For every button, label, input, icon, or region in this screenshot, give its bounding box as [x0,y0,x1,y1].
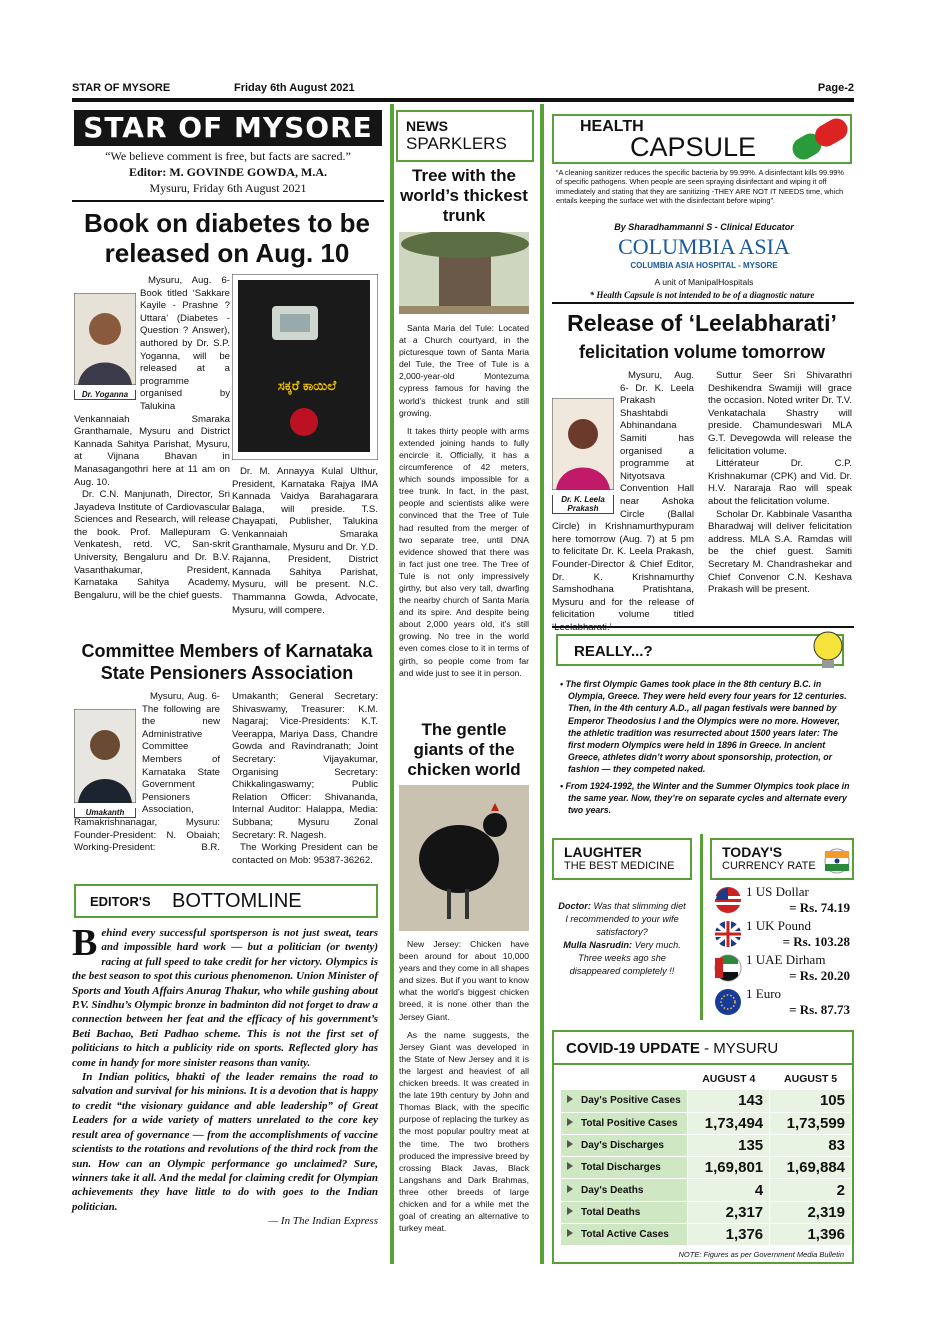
triangle-icon [567,1185,573,1193]
divider [554,1063,852,1065]
umakanth-caption: Umakanth [74,808,136,818]
table-row [561,1224,852,1246]
table-row [561,1201,852,1223]
triangle-icon [567,1095,573,1103]
health-text: “A cleaning sanitizer reduces the specific bacteria by 99.99%. A disinfectant kills 99.99% of specific pathogens. When people are seen spraying disinfectant and wiping it off immediately and stating that they are sanitizing -THEY ARE NOT IT NEEDS time, which entails keeping the surface wet with the disinfectant before wiping”. [556,168,844,205]
laughter-tag2: THE BEST MEDICINE [564,860,675,872]
bottomline-source: — In The Indian Express [268,1215,378,1228]
covid-cell: 1,73,494 [688,1112,770,1134]
masthead-motto: “We believe comment is free, but facts are sacred.” [105,149,351,163]
story1-p1: Santa Maria del Tule: Located at a Church courtyard, in the picturesque town of Santa Maria del Tule, the Tree of Tule is a 2,000-year-old Montezuma cypress famous for having the world’s thickest trunk and still growing. [399,323,529,418]
rates-list [712,884,854,1020]
triangle-icon [567,1118,573,1126]
covid-cell: 135 [688,1134,770,1156]
book-image-icon [232,274,378,460]
masthead-editor: Editor: M. GOVINDE GOWDA, M.A. [129,165,327,179]
health-unit: A unit of ManipalHospitals [654,277,754,287]
dropcap: B [72,922,98,964]
triangle-icon [567,1162,573,1170]
page-header [72,82,854,98]
covid-row-label: Total Active Cases [561,1224,688,1246]
covid-col2: AUGUST 5 [770,1068,852,1090]
laughter-tag1: LAUGHTER [564,844,642,860]
article3-p4: Scholar Dr. Kabbinale Vasantha Bharadwaj will deliver felicitation address. MLA S.A. Ramdas will be the chief guest. Samiti Secretary M. Chandrashekar and Chief Convenor C.N. Keshava Prakash will be present. [708,508,852,596]
masthead-title: STAR OF MYSORE [74,110,382,146]
article2-title: Committee Members of Karnataka State Pensioners Association [81,641,373,683]
really-item-2: • From 1924-1992, the Winter and the Summer Olympics took place in the same year. Now, they’re on separate cycles and alternate every two years. [560,780,850,816]
really-b1: The first Olympic Games took place in the 8th century B.C. in Olympia, Greece. They were held every four years for 12 centuries. Then, in the 4th century A.D., all pagan festivals were banned by Emperor Theodosius I and the Olympics were no more. However, the athletic tradition was resurrected about 1500 years later: The first modern Olympics were held in 1896 in Greece. In ancient Greece, athletes didn’t worry about sponsorship, protection, or fashion — they competed naked. [565,679,847,775]
story2-p2: As the name suggests, the Jersey Giant was developed in the State of New Jersey and it is the largest and heaviest of all chicken breeds. It was created in the late 19th century by John and Thomas Black, with the specific purpose of replacing the turkey as the most popular poultry meat at the time. The two brothers produced the impressive breed by crossing Black Javas, Black Langshans and Dark Brahmas, three other breeds of large chicken and for a while met the goal of creating an alternative to turkey meat. [399,1029,529,1234]
covid-cell: 1,73,599 [770,1112,852,1134]
leela-caption: Dr. K. Leela Prakash [552,495,614,514]
covid-title-bold: COVID-19 UPDATE [566,1040,700,1057]
story2-body [399,938,529,1236]
article3-col2 [708,370,852,597]
portrait-icon [552,398,614,490]
sparklers-tag1: NEWS [406,118,448,134]
masthead-sub [74,148,382,196]
triangle-icon [567,1207,573,1215]
article1-title: Book on diabetes to be released on Aug. 10 [83,208,371,268]
bottomline-tag1: EDITOR'S [90,894,151,909]
tree-photo [399,232,529,314]
bottomline-p1: ehind every successful sportsperson is not just sweat, tears and impossible hard work — but a politician (or twenty) racing at full speed to take credit for her victory. Olympics is the best season to spot this curious phenomenon. Union Minister of Sports and Youth Affairs Anurag Thakur, who while gushing about P.V. Sindhu’s Olympic bronze in badminton did not forget to draw a connection between her feat and the efficacy of his government’s Beti Bachao, Beti Padhao scheme. This is not the first set of politicians to hitch a publicity ride on sports. Reflected glory has come in handy for more sinister reasons than vanity. [72,927,378,1069]
triangle-icon [567,1229,573,1237]
story1-body [399,322,529,681]
article3-p3: Littérateur Dr. C.P. Krishnakumar (CPK) and Vid. Dr. H.V. Nararaja Rao will speak about the felicitation volume. [708,458,852,507]
article3-p1: Mysuru, Aug. 6- Dr. K. Leela Prakash Shashtabdi Abhinandana Samiti has organised a programme at Nityotsava Convention Hall near Ashoka Circle (Ballal Circle) in Krishnamurthypuram here tomorrow (Aug. 7) at 5 pm to felicitate Dr. K. Leela Prakash, Founder-Director & Chief Editor, Dr. K. Krishnamurthy Samshodhana Pratishtana, Mysuru and for the release of felicitation volume titled [552,370,694,621]
covid-cell: 2 [770,1179,852,1201]
us-flag-icon [714,886,742,914]
laughter-a-speaker: Mulla Nasrudin: [563,940,633,950]
table-row [561,1134,852,1156]
rates-tag2: CURRENCY RATE [722,860,816,872]
covid-title-light: - MYSURU [704,1040,779,1057]
header-page: Page-2 [817,82,854,94]
bottomline-body [72,922,378,1229]
really-b2: From 1924-1992, the Winter and the Summer Olympics took place in the same year. Now, they’re on separate cycles and alternate every two years. [565,780,850,816]
sparklers-tag2: SPARKLERS [406,134,507,153]
leela-photo [552,398,614,518]
article2-p2: The Working President can be contacted on Mob: 95387-36262. [232,842,378,866]
capsule-icon [786,114,854,164]
covid-head-row [561,1068,852,1090]
covid-col1: AUGUST 4 [688,1068,770,1090]
covid-cell: 1,69,801 [688,1157,770,1179]
divider [72,200,384,202]
story1-p2: It takes thirty people with arms extended joining hands to fully encircle it. Officially, it has a circumference of 42 meters, which sounds impossible for a tree trunk. In fact, in the past, people and scientists alike were convinced that the Tree of Tule had resulted from the merger of two separate tree, until DNA evidence showed that there was in fact just one tree. The Tree of Tule is not only impressively girthy, but also very tall, dwarfing the nearby church of Santa Maria and its spire. And despite being about 2,000 years old, it’s still growing. No tree in the world even comes close to it in terms of girth, so people come from far and wide just to see it in person. [399,425,529,678]
health-tag1: HEALTH [580,118,644,135]
covid-box [552,1030,854,1264]
really-tag [556,634,844,666]
table-row [561,1157,852,1179]
covid-title [554,1032,852,1057]
rate-label: 1 US Dollar [746,884,809,899]
covid-cell: 143 [688,1090,770,1112]
covid-row-label: Day's Deaths [561,1179,688,1201]
triangle-icon [567,1140,573,1148]
uk-flag-icon [714,920,742,948]
rates-tag1: TODAY'S [722,844,783,860]
really-item-1: • The first Olympic Games took place in the 8th century B.C. in Olympia, Greece. They were held every four years for 12 centuries. Then, in the 4th century A.D., all pagan festivals were banned by Emperor Theodosius I and the Olympics were no more. However, the athletic tradition was resurrected about 1500 years later: The first modern Olympics were held in 1896 in Greece. In ancient Greece, athletes didn’t worry about sponsorship, protection, or fashion — they competed naked. [560,679,847,775]
laughter-joke [556,900,688,978]
article3-col1 [552,370,694,622]
portrait-icon [74,293,136,385]
covid-cell: 2,319 [770,1201,852,1223]
covid-note: NOTE: Figures as per Government Media Bulletin [678,1250,844,1260]
column-rule [540,104,544,1264]
book-cover [232,274,378,460]
rate-label: 1 Euro [746,986,782,1001]
article2-body [74,691,378,871]
bottomline-p2: In Indian politics, bhakti of the leader remains the road to salvation and survival for his minions. It is a devotion that is happy to credit “the visionary guidance and able leadership” of Great Leaders for a wide variety of matters unrelated to the core key result area of governance — from the accomplishments of vaccine scientists to the rotations and revolutions of the third rock from the sun. How can an Olympic performance go unclaimed? Sure, winners take it all. And the medal for claiming credit for Olympian achievements they have little to do with goes to the Indian politician. [72,1071,378,1213]
header-date: Friday 6th August 2021 [234,82,355,94]
columbia-logo: COLUMBIA ASIA [618,234,790,259]
article1-p2: Dr. C.N. Manjunath, Director, Sri Jayadeva Institute of Cardiovascular Sciences and Research, will release the book. Prof. Mallepuram G. Venkatesh, retd. VC, San-skrit University, Bengaluru and Dr. B.V. Vasanthakumar, President, Karnataka Sahitya Academy, Bengaluru, will be the chief guests. [74,489,230,601]
divider [552,302,854,304]
rate-value: = Rs. 87.73 [789,1002,850,1017]
laughter-tag [552,838,692,880]
rates-tag [710,838,854,880]
article1-col1 [74,275,230,635]
covid-row-label: Total Discharges [561,1157,688,1179]
story2-p1: New Jersey: Chicken have been around for about 10,000 years and they come in all shapes and sizes. But if you want to know what the world’s biggest chicken breed, it is none other than the Jersey Giant. [399,939,529,1022]
rate-value: = Rs. 74.19 [789,900,850,915]
book-cover-text: ಸಕ್ಕರೆ ಕಾಯಿಲೆ [277,378,337,393]
covid-row-label: Total Deaths [561,1201,688,1223]
article3-title: Release of ‘Leelabharati’ [567,310,837,336]
rate-row [712,952,854,986]
laughter-a: Very much. Three weeks ago she disappeared completely !! [569,940,681,976]
uae-flag-icon [714,954,742,982]
rate-row [712,884,854,918]
covid-row-label: Day's Positive Cases [561,1090,688,1112]
sparklers-tag [396,110,534,162]
article3-p2: Suttur Seer Sri Shivarathri Deshikendra Swamiji will grace the occasion. Noted writer Dr. T.V. Venkatachala Shastry will preside. Chamundeswari MLA G.T. Devegowda will release the felicitation volume. [708,370,852,457]
columbia-sub: COLUMBIA ASIA HOSPITAL - MYSORE [630,261,778,270]
covid-cell: 83 [770,1134,852,1156]
covid-table [560,1067,852,1246]
laughter-q: Was that slimming diet I recommended to your wife satisfactory? [565,901,686,937]
portrait-icon [74,709,136,803]
eu-flag-icon [714,988,742,1016]
header-paper: STAR OF MYSORE [72,82,171,94]
laughter-q-speaker: Doctor: [558,901,591,911]
chicken-photo [399,785,529,931]
yoganna-photo [74,293,136,399]
health-byline: By Sharadhammanni S - Clinical Educator [614,222,794,232]
column-rule [700,834,703,1020]
health-disclaimer: * Health Capsule is not intended to be of a diagnostic nature [589,290,815,300]
article1-p1: Mysuru, Aug. 6- Book titled ‘Sakkare Kayile - Prashne ? Uttara’ (Diabetes - Question ? Answer), authored by Dr. S.P. Yoganna, will be released at a programme organised by Talukina Venkannaiah Smaraka Granthamale, Mysuru and District Kannada Sahitya Parishat, Mysuru, at Vijnana Bhavan in Manasagangothri here at 11 am on Aug. 10. [74,275,230,488]
covid-cell: 1,376 [688,1224,770,1246]
rate-label: 1 UK Pound [746,918,812,933]
health-tag [552,114,852,164]
umakanth-photo [74,709,136,815]
covid-cell: 4 [688,1179,770,1201]
covid-row-label: Total Positive Cases [561,1112,688,1134]
really-tag-label: REALLY...? [574,643,653,660]
rate-row [712,986,854,1020]
rate-label: 1 UAE Dirham [746,952,826,967]
masthead-dateline: Mysuru, Friday 6th August 2021 [149,181,307,195]
header-rule [72,98,854,102]
rate-row [712,918,854,952]
rate-value: = Rs. 20.20 [789,968,850,983]
covid-row-label: Day's Discharges [561,1134,688,1156]
bottomline-tag2: BOTTOMLINE [172,890,302,912]
story1-title: Tree with the world’s thickest trunk [400,166,528,225]
india-flag-icon [824,848,850,874]
column-rule [390,104,394,1264]
health-tag2: CAPSULE [630,132,757,162]
article1-p3: Dr. M. Annayya Kulal Ulthur, President, Karnataka Rajya IMA Kannada Vaidya Barahagarara Balaga, will preside. T.S. Chayapati, Publisher, Talukina Venkannaiah Smaraka Granthamale, Mysuru and Dr. Y.D. Rajanna, President, District Kannada Sahitya Parishat, Mysuru, will be present. N.C. Thammanna Gowda, Advocate, Mysuru, will compere. [232,466,378,616]
tree-image-icon [399,232,529,314]
bottomline-tag [74,884,378,918]
rate-value: = Rs. 103.28 [782,934,850,949]
article2-p1: Mysuru, Aug. 6- The following are the new Administrative Committee Members of Karnataka State Government Pensioners Association, Ramakrishnanagar, Mysuru: Founder-President: N. Obaiah; Working-President: B.R. Umakanth; General Secretary: Shivaswamy, Treasurer: K.M. Nagaraj; Vice-Presidents: K.T. Veerappa, Mariya Dass, Chandre Gowda and Ravindranath; Joint Secretary: Vijayakumar, Organising Secretary: Chikkalingaswamy; Public Relation Officer: Shivananda, Internal Auditor: Halappa, Media: Subbana; Mysuru Zonal Secretary: R. Nagesh. [74,691,378,854]
covid-cell: 105 [770,1090,852,1112]
covid-cell: 1,396 [770,1224,852,1246]
table-row [561,1090,852,1112]
covid-cell: 2,317 [688,1201,770,1223]
table-row [561,1179,852,1201]
chicken-image-icon [399,785,529,931]
really-list [558,678,854,816]
article3-subtitle: felicitation volume tomorrow [578,342,826,362]
lightbulb-icon [808,628,848,672]
yoganna-caption: Dr. Yoganna [74,390,136,400]
covid-cell: 1,69,884 [770,1157,852,1179]
story2-title: The gentle giants of the chicken world [407,720,521,779]
table-row [561,1112,852,1134]
